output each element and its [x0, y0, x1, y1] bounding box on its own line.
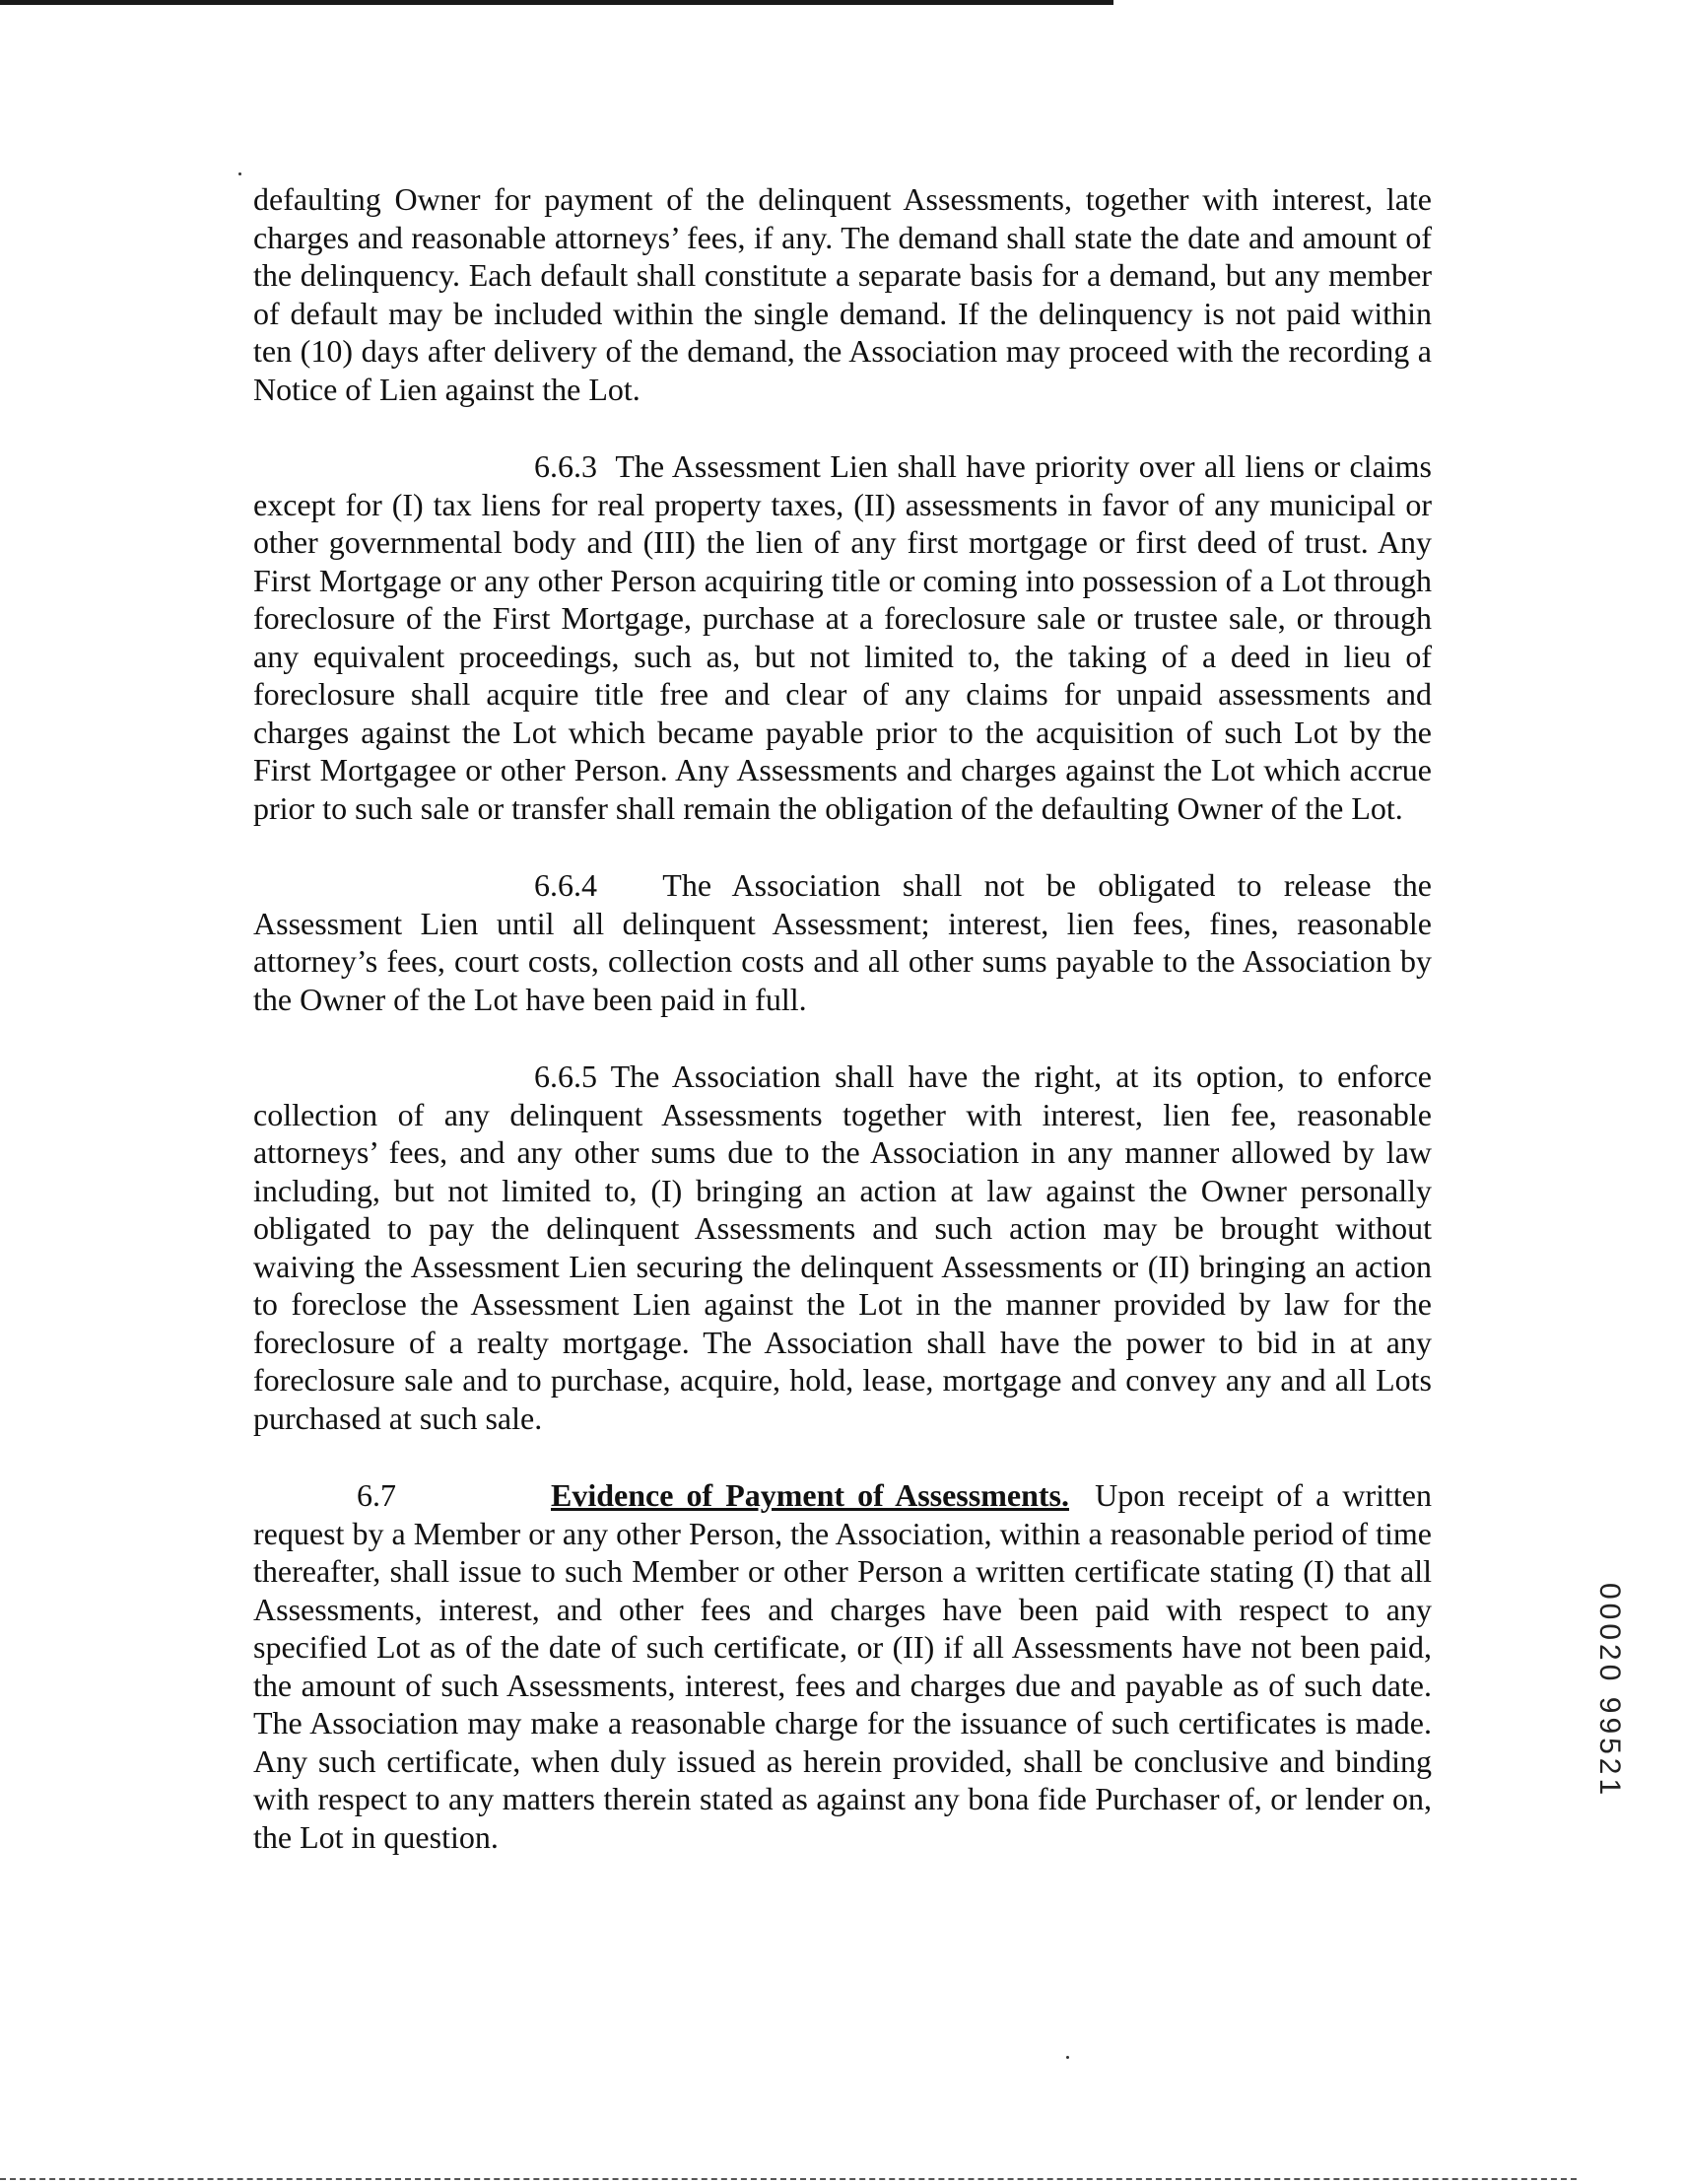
section-number: 6.6.5 [534, 1058, 597, 1094]
paragraph-6-6-3 [253, 447, 1432, 827]
paragraph-6-6-5 [253, 1058, 1432, 1437]
section-number: 6.6.3 [534, 448, 597, 484]
section-number: 6.6.4 [534, 867, 597, 903]
scan-speck [238, 172, 241, 175]
paragraph-text: The Association shall not be obligated to release the Assessment Lien until all delinquent Assessment; interest, lien fees, fines, reasonable attorney’s fees, court costs, collection costs and all other sums payable to the Association by the Owner of the Lot have been paid in full. [253, 867, 1432, 1017]
document-body [253, 180, 1432, 1895]
section-heading: Evidence of Payment of Assessments. [551, 1477, 1069, 1513]
paragraph-text: The Assessment Lien shall have priority over all liens or claims except for (I) tax liens for real property taxes, (II) assessments in favor of any municipal or other governmental body and (III) the lien of any first mortgage or first deed of trust. Any First Mortgage or any other Person acquiring title or coming into possession of a Lot through foreclosure of the First Mortgage, purchase at a foreclosure sale or trustee sale, or through any equivalent proceedings, such as, but not limited to, the taking of a deed in lieu of foreclosure shall acquire title free and clear of any claims for unpaid assessments and charges against the Lot which became payable prior to the acquisition of such Lot by the First Mortgagee or other Person. Any Assessments and charges against the Lot which accrue prior to such sale or transfer shall remain the obligation of the defaulting Owner of the Lot. [253, 448, 1433, 826]
paragraph-text: Upon receipt of a written request by a Member or any other Person, the Association, within a reasonable period of time thereafter, shall issue to such Member or other Person a written certificate stating (I) that all Assessments, interest, and other fees and charges have been paid with respect to any specified Lot as of the date of such certificate, or (II) if all Assessments have not been paid, the amount of such Assessments, interest, fees and charges due and payable as of such date. The Association may make a reasonable charge for the issuance of such certificates is made. Any such certificate, when duly issued as herein provided, shall be conclusive and binding with respect to any matters therein stated as against any bona fide Purchaser of, or lender on, the Lot in question. [253, 1477, 1433, 1855]
paragraph-6-7 [253, 1476, 1432, 1856]
paragraph-text: The Association shall have the right, at its option, to enforce collection of any delinquent Assessments together with interest, lien fee, reasonable attorneys’ fees, and any other sums due to the Association in any manner allowed by law including, but not limited to, (I) bringing an action at law against the Owner personally obligated to pay the delinquent Assessments and such action may be brought without waiving the Assessment Lien securing the delinquent Assessments or (II) bringing an action to foreclose the Assessment Lien against the Lot in the manner provided by law for the foreclosure of a realty mortgage. The Association shall have the power to bid in at any foreclosure sale and to purchase, acquire, hold, lease, mortgage and convey any and all Lots purchased at such sale. [253, 1058, 1433, 1436]
scan-speck [1066, 2056, 1069, 2059]
document-stamp-number: 00020 99521 [1593, 1583, 1626, 1800]
scan-bottom-edge [0, 2178, 1577, 2180]
paragraph-6-6-2-continued: defaulting Owner for payment of the delinquent Assessments, together with interest, late charges and reasonable attorneys’ fees, if any. The demand shall state the date and amount of the delinquency. Each default shall constitute a separate basis for a demand, but any member of default may be included within the single demand. If the delinquency is not paid within ten (10) days after delivery of the demand, the Association may proceed with the recording a Notice of Lien against the Lot. [253, 181, 1432, 407]
section-number: 6.7 [357, 1477, 396, 1513]
scan-top-edge [0, 0, 1113, 5]
paragraph-6-6-4 [253, 866, 1432, 1018]
